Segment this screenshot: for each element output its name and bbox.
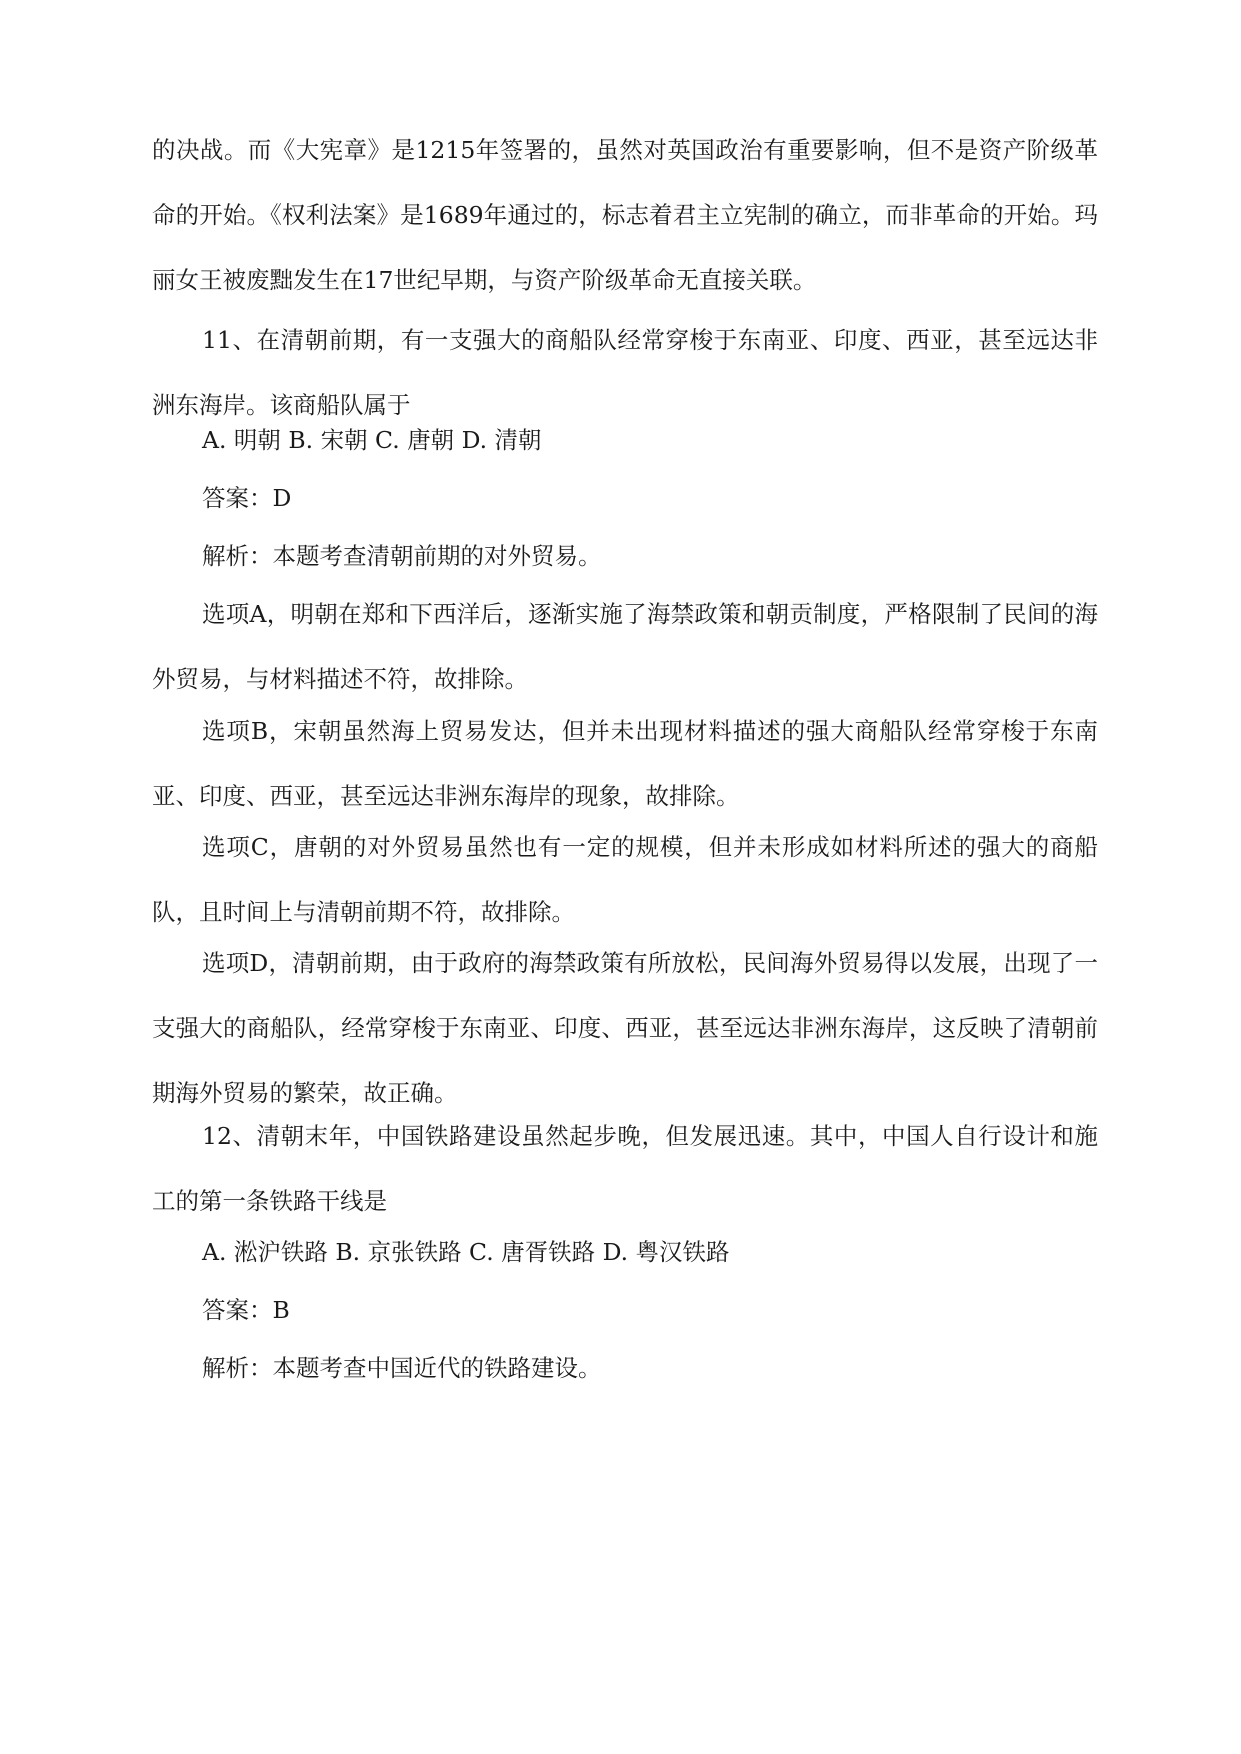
question-11-option-d-explanation: 选项D，清朝前期，由于政府的海禁政策有所放松，民间海外贸易得以发展，出现了一支强大的商船队，经常穿梭于东南亚、印度、西亚，甚至远达非洲东海岸，这反映了清朝前期海外贸易的繁荣，故正确。 xyxy=(152,949,1098,1107)
question-11-option-b-explanation: 选项B，宋朝虽然海上贸易发达，但并未出现材料描述的强大商船队经常穿梭于东南亚、印度、西亚，甚至远达非洲东海岸的现象，故排除。 xyxy=(152,717,1098,810)
question-11: 11、在清朝前期，有一支强大的商船队经常穿梭于东南亚、印度、西亚，甚至远达非洲东海岸。该商船队属于 xyxy=(152,326,1098,419)
question-11-option-a-explanation: 选项A，明朝在郑和下西洋后，逐渐实施了海禁政策和朝贡制度，严格限制了民间的海外贸易，与材料描述不符，故排除。 xyxy=(152,600,1098,693)
question-12-options: A. 淞沪铁路 B. 京张铁路 C. 唐胥铁路 D. 粤汉铁路 xyxy=(202,1238,730,1266)
question-12-answer: 答案：B xyxy=(202,1296,290,1324)
question-11-answer: 答案：D xyxy=(202,484,292,512)
paragraph-continuation: 的决战。而《大宪章》是1215年签署的，虽然对英国政治有重要影响，但不是资产阶级革命的开始。《权利法案》是1689年通过的，标志着君主立宪制的确立，而非革命的开始。玛丽女王被废黜发生在17世纪早期，与资产阶级革命无直接关联。 xyxy=(152,136,1098,294)
question-11-analysis: 解析：本题考查清朝前期的对外贸易。 xyxy=(202,542,602,570)
question-11-options: A. 明朝 B. 宋朝 C. 唐朝 D. 清朝 xyxy=(202,426,542,454)
question-12: 12、清朝末年，中国铁路建设虽然起步晚，但发展迅速。其中，中国人自行设计和施工的第一条铁路干线是 xyxy=(152,1122,1098,1215)
question-11-option-c-explanation: 选项C，唐朝的对外贸易虽然也有一定的规模，但并未形成如材料所述的强大的商船队，且时间上与清朝前期不符，故排除。 xyxy=(152,833,1098,926)
question-12-analysis: 解析：本题考查中国近代的铁路建设。 xyxy=(202,1354,602,1382)
